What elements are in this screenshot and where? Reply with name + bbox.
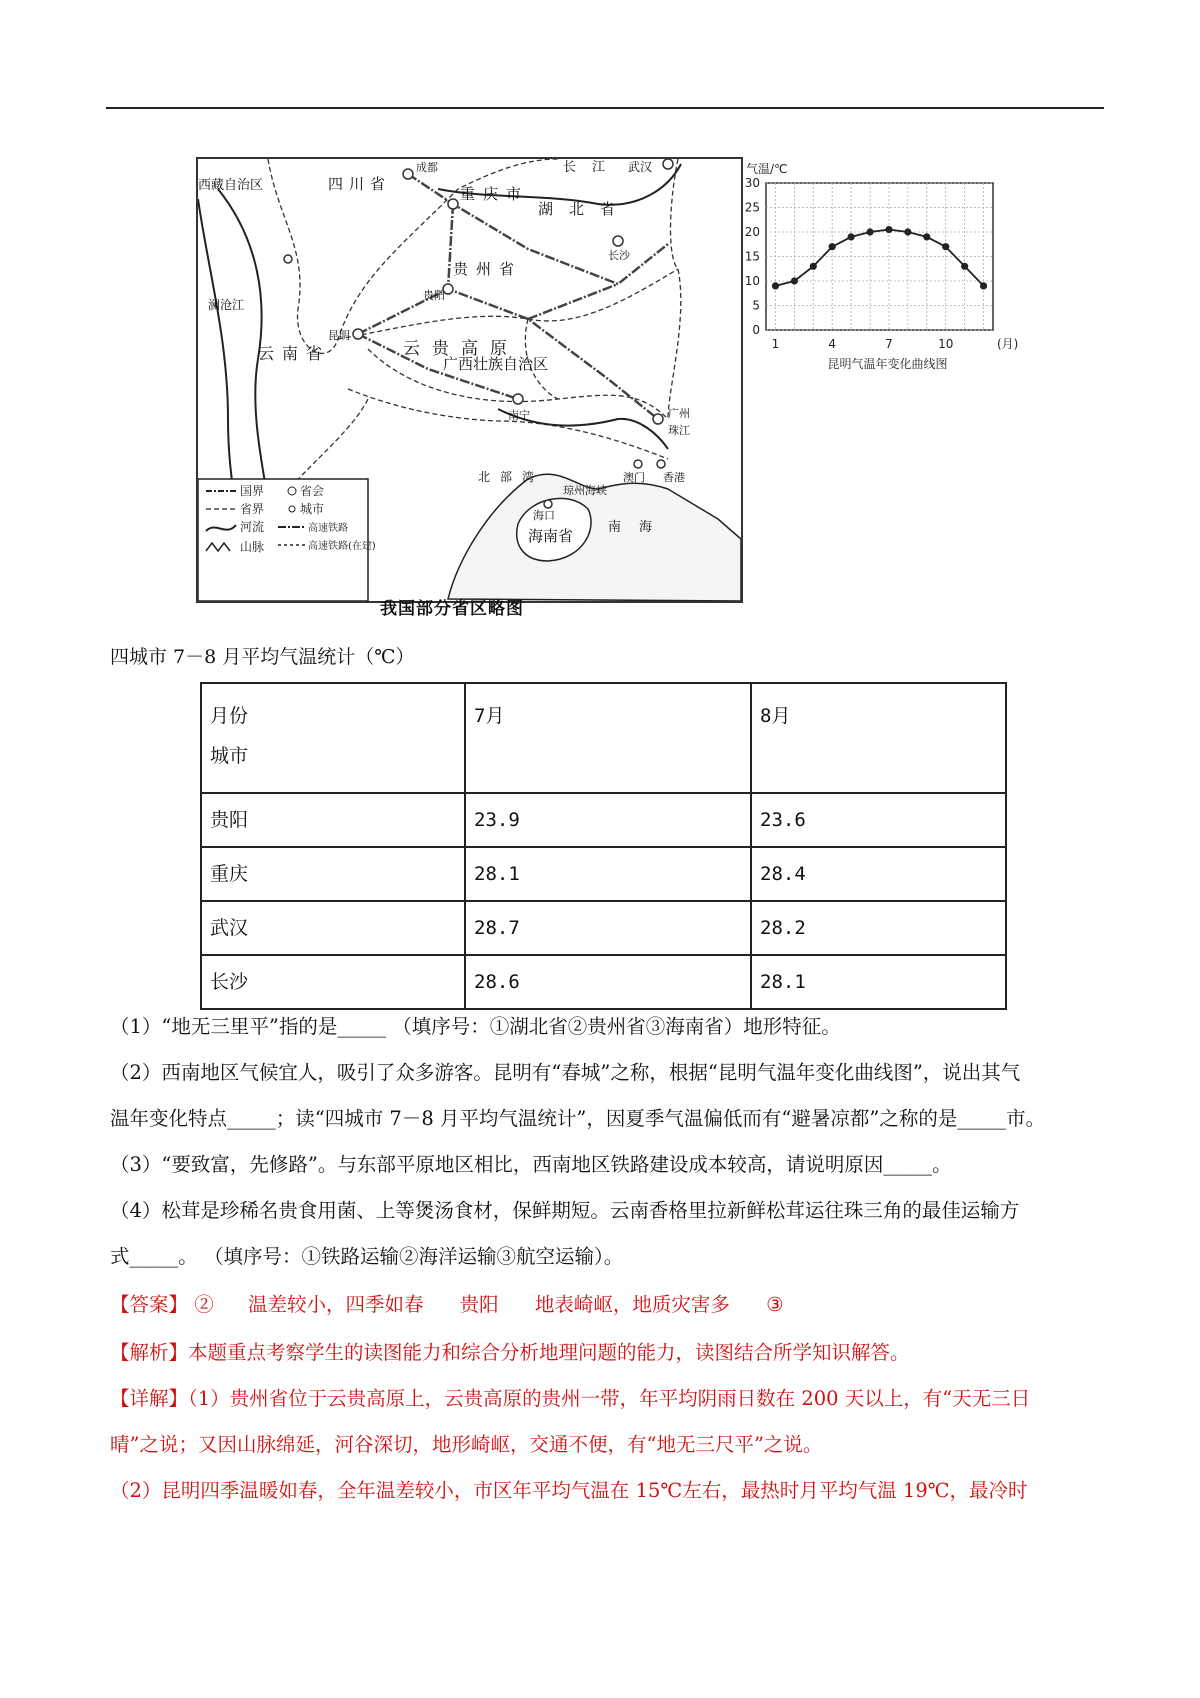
city-haikou-marker: [544, 500, 552, 508]
city-xianggelila-marker: [284, 255, 292, 263]
legend-heliu: 河流: [240, 520, 265, 534]
legend-gaotie: 高速铁路: [308, 523, 348, 534]
railway: [528, 284, 618, 319]
data-point: [923, 233, 930, 240]
city-xianggang-marker: [657, 460, 665, 468]
header-city: 城市: [210, 745, 249, 767]
label-zhujiang: 珠江: [668, 424, 690, 437]
answer-item: 贵阳: [459, 1293, 499, 1316]
table-row: [201, 793, 1006, 847]
detail-line2: 晴”之说；又因山脉绵延，河谷深切，地形崎岖，交通不便，有“地无三尺平”之说。: [110, 1433, 823, 1456]
x-tick-label: 7: [885, 337, 893, 351]
question-4-line1: （4）松茸是珍稀名贵食用菌、上等煲汤食材，保鲜期短。云南香格里拉新鲜松茸运往珠三角的最佳运输方: [110, 1199, 1020, 1222]
label-sichuan: 四川省: [328, 175, 392, 193]
y-tick-label: 20: [744, 225, 760, 239]
label-beibuwan: 北部湾: [478, 470, 545, 484]
cell-city: 长沙: [201, 955, 465, 1009]
x-axis-label: (月): [997, 337, 1019, 351]
map-svg: [198, 159, 741, 601]
answer-item: ②: [194, 1293, 214, 1316]
city-chongqing-marker: [448, 199, 458, 209]
y-tick-label: 10: [744, 274, 760, 288]
legend-shengjie: 省界: [240, 502, 265, 516]
question-3: （3）“要致富，先修路”。与东部平原地区相比，西南地区铁路建设成本较高，请说明原因_____。: [110, 1153, 952, 1176]
label-haikou: 海口: [533, 509, 555, 522]
analysis-label: 【解析】: [110, 1341, 189, 1364]
city-chengdu-marker: [403, 169, 413, 179]
city-changsha-marker: [613, 236, 623, 246]
data-point: [829, 243, 836, 250]
data-point: [772, 282, 779, 289]
y-tick-label: 0: [752, 323, 760, 337]
label-guizhou: 贵州省: [453, 260, 523, 278]
city-nanning-marker: [513, 394, 523, 404]
legend-guojie: 国界: [240, 484, 265, 498]
province-border: [348, 389, 668, 459]
label-yunnan: 云南省: [258, 344, 331, 363]
data-point: [961, 263, 968, 270]
detail-line1: [110, 1384, 1030, 1414]
label-guiyang: 贵阳: [423, 289, 445, 302]
cell-city: 贵阳: [201, 793, 465, 847]
city-aomen-marker: [634, 460, 642, 468]
label-xianggang: 香港: [663, 471, 685, 484]
label-aomen: 澳门: [623, 471, 645, 484]
answer-item: ③: [766, 1293, 784, 1316]
legend-chengshi: 城市: [300, 502, 325, 516]
x-tick-label: 4: [828, 337, 837, 351]
data-point: [980, 282, 987, 289]
label-chongqing: 重庆市: [460, 185, 530, 203]
data-point: [885, 226, 892, 233]
analysis-text: 本题重点考察学生的读图能力和综合分析地理问题的能力，读图结合所学知识解答。: [188, 1341, 910, 1364]
detail-line3: （2）昆明四季温暖如春，全年温差较小，市区年平均气温在 15℃左右，最热时月平均气温 19℃，最冷时: [110, 1479, 1028, 1502]
city-wuhan-marker: [663, 159, 673, 169]
cell-aug: 28.2: [751, 901, 1006, 955]
y-tick-label: 30: [744, 176, 760, 190]
y-tick-label: 15: [744, 249, 760, 264]
x-tick-label: 10: [938, 337, 954, 351]
label-lancang: 澜沧江: [208, 298, 245, 312]
city-guangzhou-marker: [653, 414, 663, 424]
label-guangzhou: 广州: [668, 407, 690, 420]
header-aug: 8月: [751, 683, 1006, 793]
label-nanning: 南宁: [508, 409, 530, 422]
label-qiongzhou: 琼州海峡: [563, 484, 607, 497]
detail-text: （1）贵州省位于云贵高原上，云贵高原的贵州一带，年平均阴雨日数在 200 天以上，有“天无三日: [188, 1387, 1031, 1410]
table-row: [201, 955, 1006, 1009]
province-map: [196, 157, 743, 603]
y-tick-label: 5: [752, 298, 760, 313]
city-kunming-marker: [353, 329, 363, 339]
label-xizang: 西藏自治区: [198, 178, 264, 193]
cell-jul: 28.1: [465, 847, 751, 901]
cell-jul: 28.7: [465, 901, 751, 955]
x-tick-label: 1: [771, 337, 780, 351]
cell-aug: 28.4: [751, 847, 1006, 901]
map-legend: [198, 479, 376, 601]
chart-caption: 昆明气温年变化曲线图: [827, 357, 948, 371]
table-row: [201, 847, 1006, 901]
answer-label: 【答案】: [110, 1293, 189, 1316]
table-row: [201, 901, 1006, 955]
label-nanhai: 南海: [608, 520, 671, 535]
data-point: [848, 233, 855, 240]
detail-label: 【详解】: [110, 1387, 189, 1410]
data-point: [810, 263, 817, 270]
header-jul: 7月: [465, 683, 751, 793]
answer-item: 地表崎岖，地质灾害多: [534, 1293, 730, 1316]
data-point: [904, 228, 911, 235]
map-caption: 我国部分省区略图: [380, 599, 524, 619]
answer-item: 温差较小，四季如春: [247, 1293, 424, 1316]
table-header-row: [201, 683, 1006, 793]
label-guangxi: 广西壮族自治区: [443, 355, 549, 373]
province-border: [338, 269, 678, 339]
question-4-line2: 式_____。 （填序号：①铁路运输②海洋运输③航空运输）。: [110, 1245, 624, 1268]
label-changjiang: 长江: [563, 160, 622, 175]
cell-city: 重庆: [201, 847, 465, 901]
label-hainan: 海南省: [528, 527, 574, 545]
question-2-line2: 温年变化特点_____；读“四城市 7－8 月平均气温统计”，因夏季气温偏低而有“避暑凉都”之称的是_____市。: [110, 1107, 1046, 1130]
analysis-line: [110, 1338, 910, 1368]
legend-shenghui: 省会: [300, 484, 325, 498]
label-changsha: 长沙: [608, 249, 630, 262]
label-wuhan: 武汉: [628, 160, 653, 174]
legend-shanmai: 山脉: [240, 540, 265, 554]
cell-jul: 28.6: [465, 955, 751, 1009]
cell-aug: 23.6: [751, 793, 1006, 847]
header-month: 月份: [210, 705, 249, 727]
question-1: （1）“地无三里平”指的是_____ （填序号：①湖北省②贵州省③海南省）地形特征。: [110, 1015, 841, 1038]
header-corner: [201, 683, 465, 793]
legend-gaotie-zaijian: 高速铁路(在建): [308, 541, 376, 552]
cell-city: 武汉: [201, 901, 465, 955]
label-hubei: 湖北省: [538, 200, 632, 218]
chart-svg: [738, 155, 1023, 380]
question-2-line1: （2）西南地区气候宜人，吸引了众多游客。昆明有“春城”之称，根据“昆明气温年变化曲线图”，说出其气: [110, 1061, 1021, 1084]
temperature-table: [200, 682, 1007, 1010]
label-plateau: 云贵高原: [403, 339, 519, 359]
kunming-temperature-chart: [738, 155, 1023, 380]
y-axis-label: 气温/℃: [746, 162, 788, 176]
label-kunming: 昆明: [328, 329, 350, 342]
cell-jul: 23.9: [465, 793, 751, 847]
cell-aug: 28.1: [751, 955, 1006, 1009]
data-point: [866, 228, 873, 235]
data-point: [942, 243, 949, 250]
header-rule: [106, 107, 1104, 109]
answer-line: [110, 1290, 784, 1320]
y-tick-label: 25: [744, 200, 760, 215]
province-border: [668, 159, 681, 419]
table-title: 四城市 7－8 月平均气温统计（℃）: [110, 646, 415, 668]
data-point: [791, 277, 798, 284]
label-chengdu: 成都: [416, 161, 438, 174]
